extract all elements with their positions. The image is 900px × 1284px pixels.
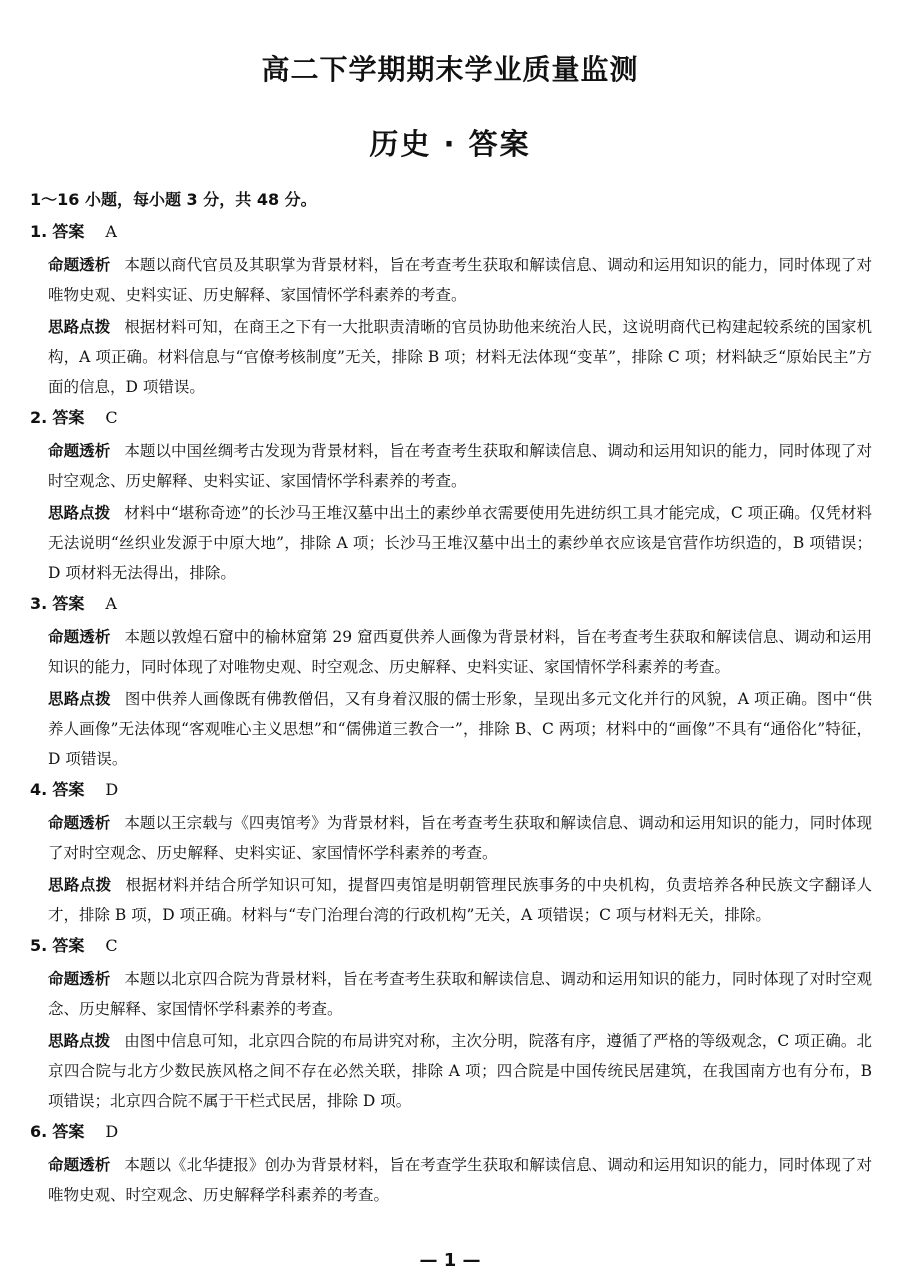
- question-3: [30, 590, 872, 774]
- approach-text: 图中供养人画像既有佛教僧侣，又有身着汉服的儒士形象，呈现出多元文化并行的风貌，A 项正确。图中“供养人画像”无法体现“客观唯心主义思想”和“儒佛道三教合一”，排除 B、C 两项；材料中的“画像”不具有“通俗化”特征，D 项错误。: [48, 690, 872, 768]
- analysis-paragraph: [30, 250, 872, 310]
- approach-paragraph: [30, 1026, 872, 1116]
- analysis-text: 本题以王宗载与《四夷馆考》为背景材料，旨在考查考生获取和解读信息、调动和运用知识的能力，同时体现了对时空观念、历史解释、史料实证、家国情怀学科素养的考查。: [48, 814, 872, 862]
- answer-line: [30, 404, 872, 436]
- answer-content: [30, 186, 872, 1212]
- page-number: — 1 —: [419, 1250, 481, 1271]
- analysis-text: 本题以北京四合院为背景材料，旨在考查考生获取和解读信息、调动和运用知识的能力，同时体现了对时空观念、历史解释、家国情怀学科素养的考查。: [48, 970, 872, 1018]
- approach-label: 思路点拨: [48, 876, 112, 894]
- analysis-text: 本题以《北华捷报》创办为背景材料，旨在考查学生获取和解读信息、调动和运用知识的能力，同时体现了对唯物史观、时空观念、历史解释学科素养的考查。: [48, 1156, 872, 1204]
- answer-letter: D: [105, 780, 119, 799]
- answer-line: [30, 776, 872, 808]
- answer-line: [30, 932, 872, 964]
- analysis-label: 命题透析: [48, 628, 111, 646]
- approach-label: 思路点拨: [48, 318, 111, 336]
- document-subtitle: 历史 · 答案: [369, 127, 531, 161]
- approach-text: 根据材料并结合所学知识可知，提督四夷馆是明朝管理民族事务的中央机构，负责培养各种民族文字翻译人才，排除 B 项，D 项正确。材料与“专门治理台湾的行政机构”无关，A 项错误；C 项与材料无关，排除。: [48, 876, 872, 924]
- approach-label: 思路点拨: [48, 1032, 111, 1050]
- answer-label: 答案: [52, 780, 85, 799]
- answer-line: [30, 218, 872, 250]
- document-title: 高二下学期期末学业质量监测: [261, 53, 639, 86]
- answer-line: [30, 590, 872, 622]
- question-1: [30, 218, 872, 402]
- question-6: [30, 1118, 872, 1210]
- approach-paragraph: [30, 498, 872, 588]
- analysis-label: 命题透析: [48, 442, 111, 460]
- answer-letter: A: [105, 222, 117, 241]
- answer-letter: C: [105, 408, 118, 427]
- analysis-text: 本题以中国丝绸考古发现为背景材料，旨在考查考生获取和解读信息、调动和运用知识的能力，同时体现了对时空观念、历史解释、史料实证、家国情怀学科素养的考查。: [48, 442, 872, 490]
- answer-label: 答案: [52, 594, 85, 613]
- analysis-paragraph: [30, 964, 872, 1024]
- answer-label: 答案: [52, 1122, 85, 1141]
- question-number: 3.: [30, 594, 48, 613]
- question-5: [30, 932, 872, 1116]
- approach-text: 材料中“堪称奇迹”的长沙马王堆汉墓中出土的素纱单衣需要使用先进纺织工具才能完成，C 项正确。仅凭材料无法说明“丝织业发源于中原大地”，排除 A 项；长沙马王堆汉墓中出土的素纱单衣应该是官营作坊织造的，B 项错误；D 项材料无法得出，排除。: [48, 504, 872, 582]
- answer-label: 答案: [52, 222, 85, 241]
- answer-letter: A: [105, 594, 117, 613]
- analysis-text: 本题以敦煌石窟中的榆林窟第 29 窟西夏供养人画像为背景材料，旨在考查考生获取和解读信息、调动和运用知识的能力，同时体现了对唯物史观、时空观念、历史解释、史料实证、家国情怀学科素养的考查。: [48, 628, 872, 676]
- analysis-label: 命题透析: [48, 1156, 111, 1174]
- scoring-intro: 1～16 小题，每小题 3 分，共 48 分。: [30, 190, 317, 209]
- answer-letter: D: [105, 1122, 119, 1141]
- approach-label: 思路点拨: [48, 690, 111, 708]
- approach-label: 思路点拨: [48, 504, 111, 522]
- approach-paragraph: [30, 870, 872, 930]
- answer-label: 答案: [52, 408, 85, 427]
- question-number: 4.: [30, 780, 48, 799]
- approach-paragraph: [30, 312, 872, 402]
- analysis-paragraph: [30, 622, 872, 682]
- question-number: 1.: [30, 222, 48, 241]
- analysis-paragraph: [30, 436, 872, 496]
- question-2: [30, 404, 872, 588]
- answer-letter: C: [105, 936, 118, 955]
- answer-line: [30, 1118, 872, 1150]
- answer-label: 答案: [52, 936, 85, 955]
- analysis-label: 命题透析: [48, 970, 111, 988]
- analysis-label: 命题透析: [48, 814, 111, 832]
- approach-text: 根据材料可知，在商王之下有一大批职责清晰的官员协助他来统治人民，这说明商代已构建起较系统的国家机构，A 项正确。材料信息与“官僚考核制度”无关，排除 B 项；材料无法体现“变革”，排除 C 项；材料缺乏“原始民主”方面的信息，D 项错误。: [48, 318, 872, 396]
- question-4: [30, 776, 872, 930]
- analysis-label: 命题透析: [48, 256, 111, 274]
- analysis-paragraph: [30, 1150, 872, 1210]
- question-number: 5.: [30, 936, 48, 955]
- analysis-text: 本题以商代官员及其职掌为背景材料，旨在考查考生获取和解读信息、调动和运用知识的能力，同时体现了对唯物史观、史料实证、历史解释、家国情怀学科素养的考查。: [48, 256, 872, 304]
- question-number: 2.: [30, 408, 48, 427]
- approach-text: 由图中信息可知，北京四合院的布局讲究对称，主次分明，院落有序，遵循了严格的等级观念，C 项正确。北京四合院与北方少数民族风格之间不存在必然关联，排除 A 项；四合院是中国传统民居建筑，在我国南方也有分布，B 项错误；北京四合院不属于干栏式民居，排除 D 项。: [48, 1032, 872, 1110]
- analysis-paragraph: [30, 808, 872, 868]
- approach-paragraph: [30, 684, 872, 774]
- question-number: 6.: [30, 1122, 48, 1141]
